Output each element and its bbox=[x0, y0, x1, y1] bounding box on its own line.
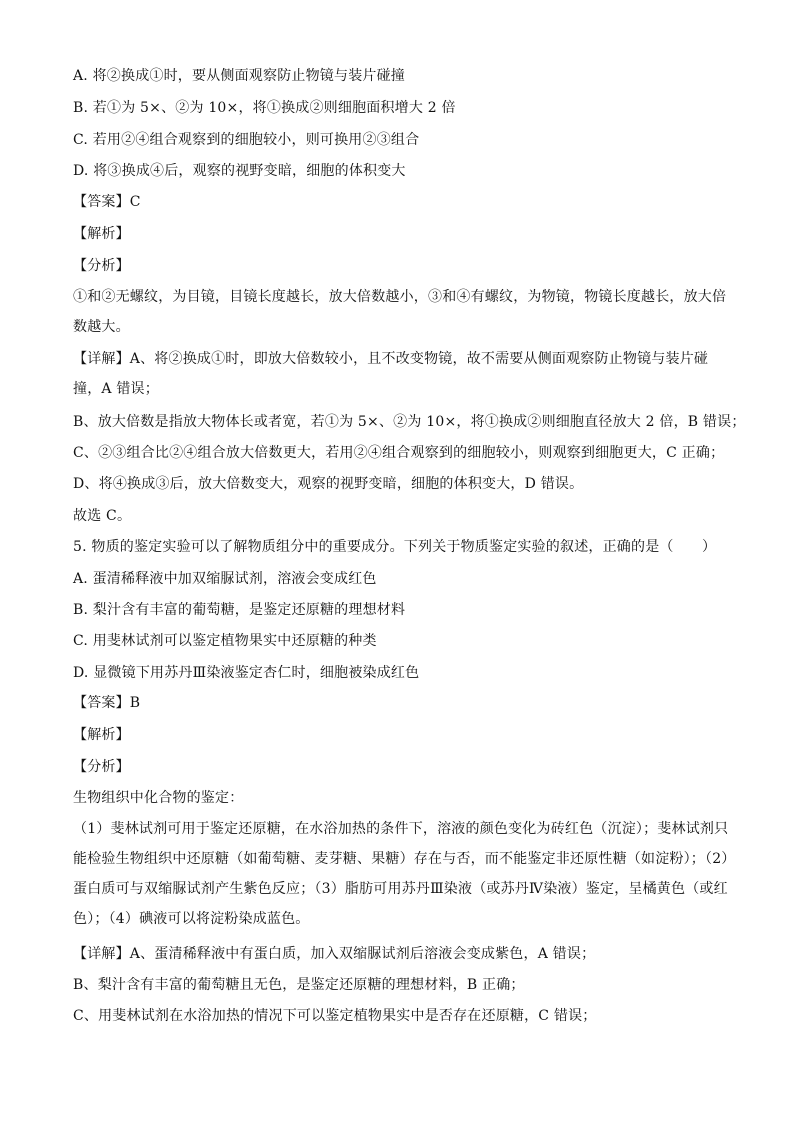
xiangjie-b-q5: B、梨汁含有丰富的葡萄糖且无色，是鉴定还原糖的理想材料，B 正确； bbox=[73, 977, 525, 993]
fenxi-heading-q4: 【分析】 bbox=[73, 258, 130, 274]
fenxi-paragraph-q4: ①和②无螺纹，为目镜，目镜长度越长，放大倍数越小，③和④有螺纹，为物镜，物镜长度越长，放大倍数越大。 bbox=[73, 289, 727, 335]
xiangjie-a-q5: 【详解】A、蛋清稀释液中有蛋白质，加入双缩脲试剂后溶液会变成紫色，A 错误； bbox=[73, 946, 596, 962]
option-c-q4: C. 若用②④组合观察到的细胞较小，则可换用②③组合 bbox=[73, 132, 420, 148]
answer-q5: 【答案】B bbox=[73, 695, 141, 711]
question-5-stem: 5. 物质的鉴定实验可以了解物质组分中的重要成分。下列关于物质鉴定实验的叙述，正确的是（ ） bbox=[73, 539, 717, 555]
analysis-heading-q4: 【解析】 bbox=[73, 226, 130, 242]
option-d-q4: D. 将③换成④后，观察的视野变暗，细胞的体积变大 bbox=[73, 163, 406, 179]
xiangjie-c-q4: C、②③组合比②④组合放大倍数更大，若用②④组合观察到的细胞较小，则观察到细胞更大，C 正确； bbox=[73, 445, 725, 461]
fenxi-paragraph-q5: （1）斐林试剂可用于鉴定还原糖，在水浴加热的条件下，溶液的颜色变化为砖红色（沉淀）；斐林试剂只能检验生物组织中还原糖（如葡萄糖、麦芽糖、果糖）存在与否，而不能鉴定非还原性糖（如淀粉）；（2）蛋白质可与双缩脲试剂产生紫色反应；（3）脂肪可用苏丹Ⅲ染液（或苏丹Ⅳ染液）鉴定，呈橘黄色（或红色）；（4）碘液可以将淀粉染成蓝色。 bbox=[73, 821, 729, 927]
fenxi-heading-q5: 【分析】 bbox=[73, 759, 130, 775]
option-c-q5: C. 用斐林试剂可以鉴定植物果实中还原糖的种类 bbox=[73, 633, 377, 649]
xiangjie-c-q5: C、用斐林试剂在水浴加热的情况下可以鉴定植物果实中是否存在还原糖，C 错误； bbox=[73, 1008, 597, 1024]
xiangjie-b-q4: B、放大倍数是指放大物体长或者宽，若①为 5×、②为 10×，将①换成②则细胞直径放大 2 倍，B 错误； bbox=[73, 414, 746, 430]
fenxi-intro-q5: 生物组织中化合物的鉴定： bbox=[73, 790, 244, 806]
option-b-q4: B. 若①为 5×、②为 10×，将①换成②则细胞面积增大 2 倍 bbox=[73, 100, 456, 116]
xiangjie-d-q4: D、将④换成③后，放大倍数变大，观察的视野变暗，细胞的体积变大，D 错误。 bbox=[73, 476, 584, 492]
xiangjie-paragraph-q4: 【详解】A、将②换成①时，即放大倍数较小，且不改变物镜，故不需要从侧面观察防止物镜与装片碰撞，A 错误； bbox=[73, 351, 709, 397]
analysis-heading-q5: 【解析】 bbox=[73, 727, 130, 743]
option-a-q4: A. 将②换成①时，要从侧面观察防止物镜与装片碰撞 bbox=[73, 68, 406, 84]
answer-q4: 【答案】C bbox=[73, 194, 141, 210]
option-b-q5: B. 梨汁含有丰富的葡萄糖，是鉴定还原糖的理想材料 bbox=[73, 602, 406, 618]
conclusion-q4: 故选 C。 bbox=[73, 508, 132, 524]
option-d-q5: D. 显微镜下用苏丹Ⅲ染液鉴定杏仁时，细胞被染成红色 bbox=[73, 665, 420, 681]
option-a-q5: A. 蛋清稀释液中加双缩脲试剂，溶液会变成红色 bbox=[73, 571, 377, 587]
